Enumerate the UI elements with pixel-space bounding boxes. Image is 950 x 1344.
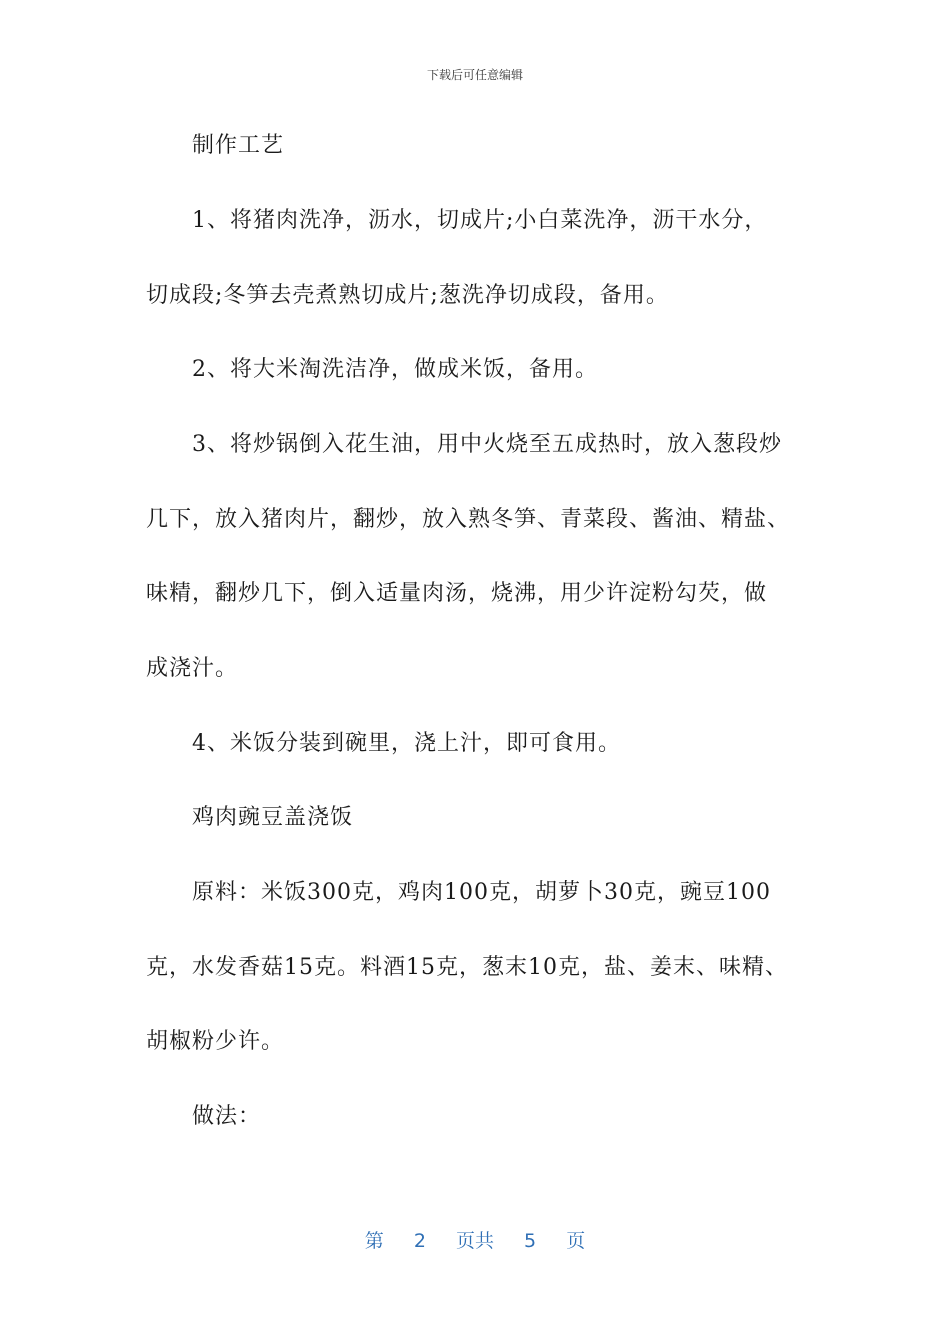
footer-total-pages: 5 xyxy=(524,1230,537,1252)
section-heading: 制作工艺 xyxy=(192,133,285,158)
paragraph-line: 切成段;冬笋去壳煮熟切成片;葱洗净切成段，备用。 xyxy=(146,283,669,308)
paragraph-line: 几下，放入猪肉片，翻炒，放入熟冬笋、青菜段、酱油、精盐、 xyxy=(146,507,791,532)
paragraph-line: 做法： xyxy=(192,1104,262,1129)
header-note: 下载后可任意编辑 xyxy=(426,68,523,82)
footer-middle: 页共 xyxy=(455,1230,494,1252)
paragraph-line: 4、米饭分装到碗里，浇上汁，即可食用。 xyxy=(192,731,621,756)
paragraph-line: 胡椒粉少许。 xyxy=(146,1029,285,1054)
footer-suffix: 页 xyxy=(566,1230,586,1252)
paragraph-line: 原料：米饭300克，鸡肉100克，胡萝卜30克，豌豆100 xyxy=(192,880,771,905)
paragraph-line: 成浇汁。 xyxy=(146,656,239,681)
paragraph-line: 克，水发香菇15克。料酒15克，葱末10克，盐、姜末、味精、 xyxy=(146,955,788,980)
paragraph-line: 2、将大米淘洗洁净，做成米饭，备用。 xyxy=(192,357,598,382)
paragraph-line: 味精，翻炒几下，倒入适量肉汤，烧沸，用少许淀粉勾芡，做 xyxy=(146,581,768,606)
page-number-footer xyxy=(0,1226,950,1253)
footer-prefix: 第 xyxy=(364,1230,384,1252)
paragraph-line: 3、将炒锅倒入花生油，用中火烧至五成热时，放入葱段炒 xyxy=(192,432,782,457)
section-heading: 鸡肉豌豆盖浇饭 xyxy=(192,805,354,830)
footer-current-page: 2 xyxy=(413,1230,426,1252)
paragraph-line: 1、将猪肉洗净，沥水，切成片;小白菜洗净，沥干水分， xyxy=(192,208,768,233)
